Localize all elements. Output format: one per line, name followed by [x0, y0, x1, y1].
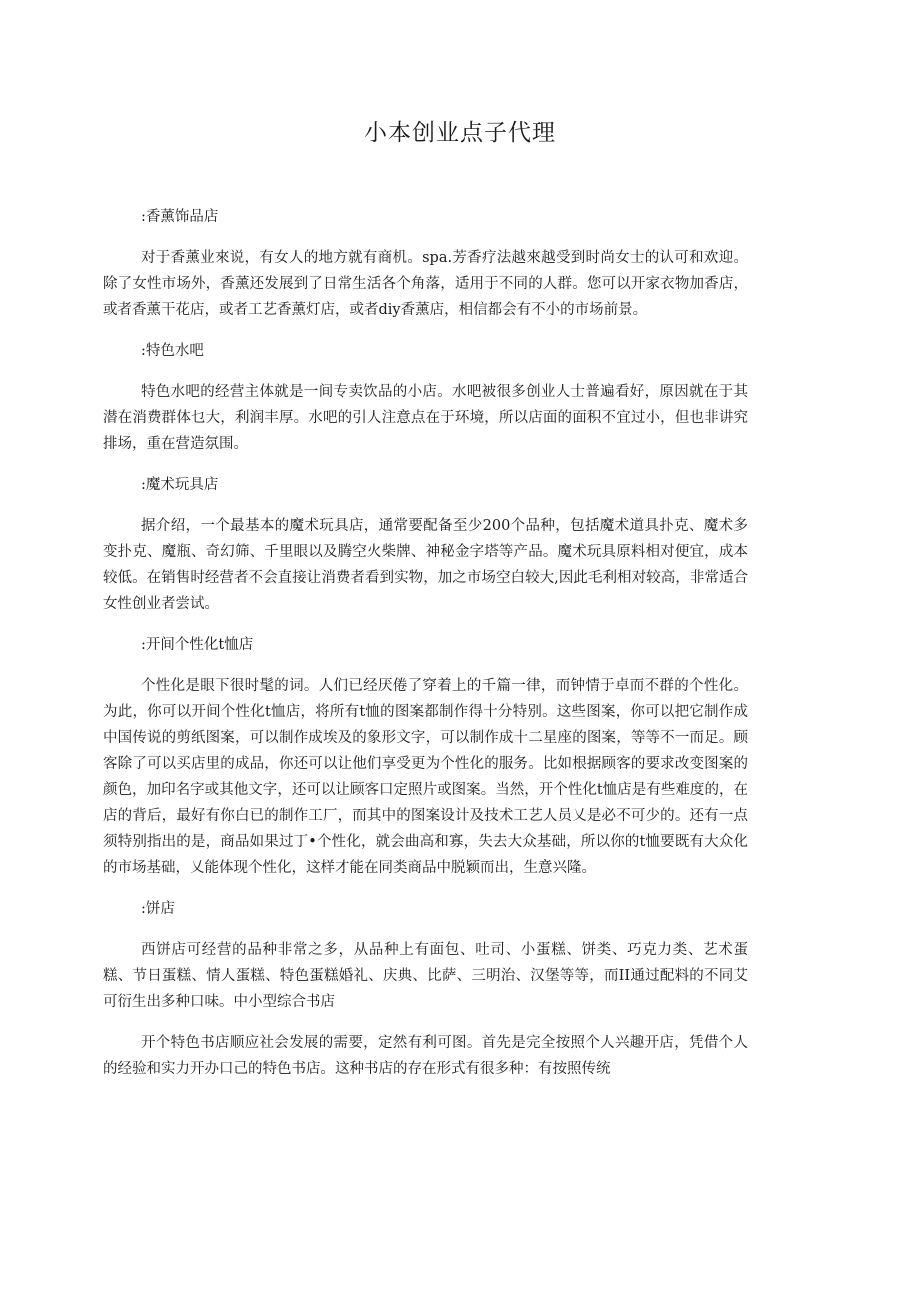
section-paragraph: 个性化是眼下很时髦的词。人们已经厌倦了穿着上的千篇一律，而钟情于卓而不群的个性化。为此，你可以开间个性化t恤店，将所有t恤的图案都制作得十分特别。这些图案，你可以把它制作成中国传说的剪纸图案，可以制作成埃及的象形文字，可以制作成十二星座的图案，等等不一而足。顾客除了可以买店里的成品，你还可以让他们享受更为个性化的服务。比如根据顾客的要求改变图案的颜色，加印名字或其他文字，还可以让顾客口定照片或图案。当然，开个性化t恤店是有些难度的，在店的背后，最好有你白已的制作工厂，而其中的图案设计及技术工艺人员乂是必不可少的。还有一点须特别指出的是，商品如果过丁•个性化，就会曲高和寡，失去大众基础，所以你的t恤要既有大众化的市场基础，乂能体现个性化，这样才能在同类商品中脱颖而出，生意兴隆。: [103, 678, 748, 876]
section-water-bar: [103, 338, 748, 457]
section-tshirt-shop: [103, 632, 748, 881]
section-paragraph: 据介绍，一个最基本的魔术玩具店，通常要配备至少200个品种，包括魔术道具扑克、魔术多变扑克、魔瓶、奇幻筛、千里眼以及腾空火柴牌、神秘金字塔等产品。魔术玩具原料相对便宜，成本较低。在销售时经营者不会直接让消费者看到实物，加之市场空白较大,因此毛利相对较高，非常适合女性创业者尝试。: [103, 518, 748, 612]
document-title: 小本创业点子代理: [364, 120, 556, 146]
section-heading: :魔术玩具店: [141, 477, 219, 493]
document-body: [103, 204, 748, 1097]
section-magic-toy-shop: [103, 472, 748, 617]
section-fragrance-shop: [103, 204, 748, 323]
section-paragraph: 西饼店可经营的品种非常之多，从品种上有面包、吐司、小蛋糕、饼类、巧克力类、艺术蛋糕、节日蛋糕、情人蛋糕、特色蛋糕婚礼、庆典、比萨、三明治、汉堡等等，而II通过配料的不同艾可衍生出多种口味。中小型综合书店: [103, 942, 748, 1010]
section-heading: :香薰饰品店: [141, 209, 219, 225]
section-heading: :特色水吧: [141, 343, 204, 359]
section-heading: :饼店: [141, 901, 175, 917]
section-paragraph: 对于香薰业來说，有女人的地方就有商机。spa.芳香疗法越來越受到时尚女士的认可和欢迎。除了女性市场外，香薰还发展到了日常生活各个角落，适用于不同的人群。您可以开家衣物加香店，或者香薰干花店，或者工艺香薰灯店，或者diy香薰店，相信都会有不小的市场前景。: [103, 250, 748, 318]
section-bakery: [103, 896, 748, 1015]
section-heading: :开间个性化t恤店: [141, 637, 254, 653]
closing-paragraph: 开个特色书店顺应社会发展的需要，定然有利可图。首先是完全按照个人兴趣开店，凭借个人的经验和实力开办口己的特色书店。这种书店的存在形式有很多种：有按照传统: [103, 1035, 748, 1077]
section-paragraph: 特色水吧的经营主体就是一间专卖饮品的小店。水吧被很多创业人士普遍看好，原因就在于其潜在消费群体乜大，利润丰厚。水吧的引人注意点在于环境，所以店面的面积不宜过小，但也非讲究排场，重在营造氛围。: [103, 384, 748, 452]
